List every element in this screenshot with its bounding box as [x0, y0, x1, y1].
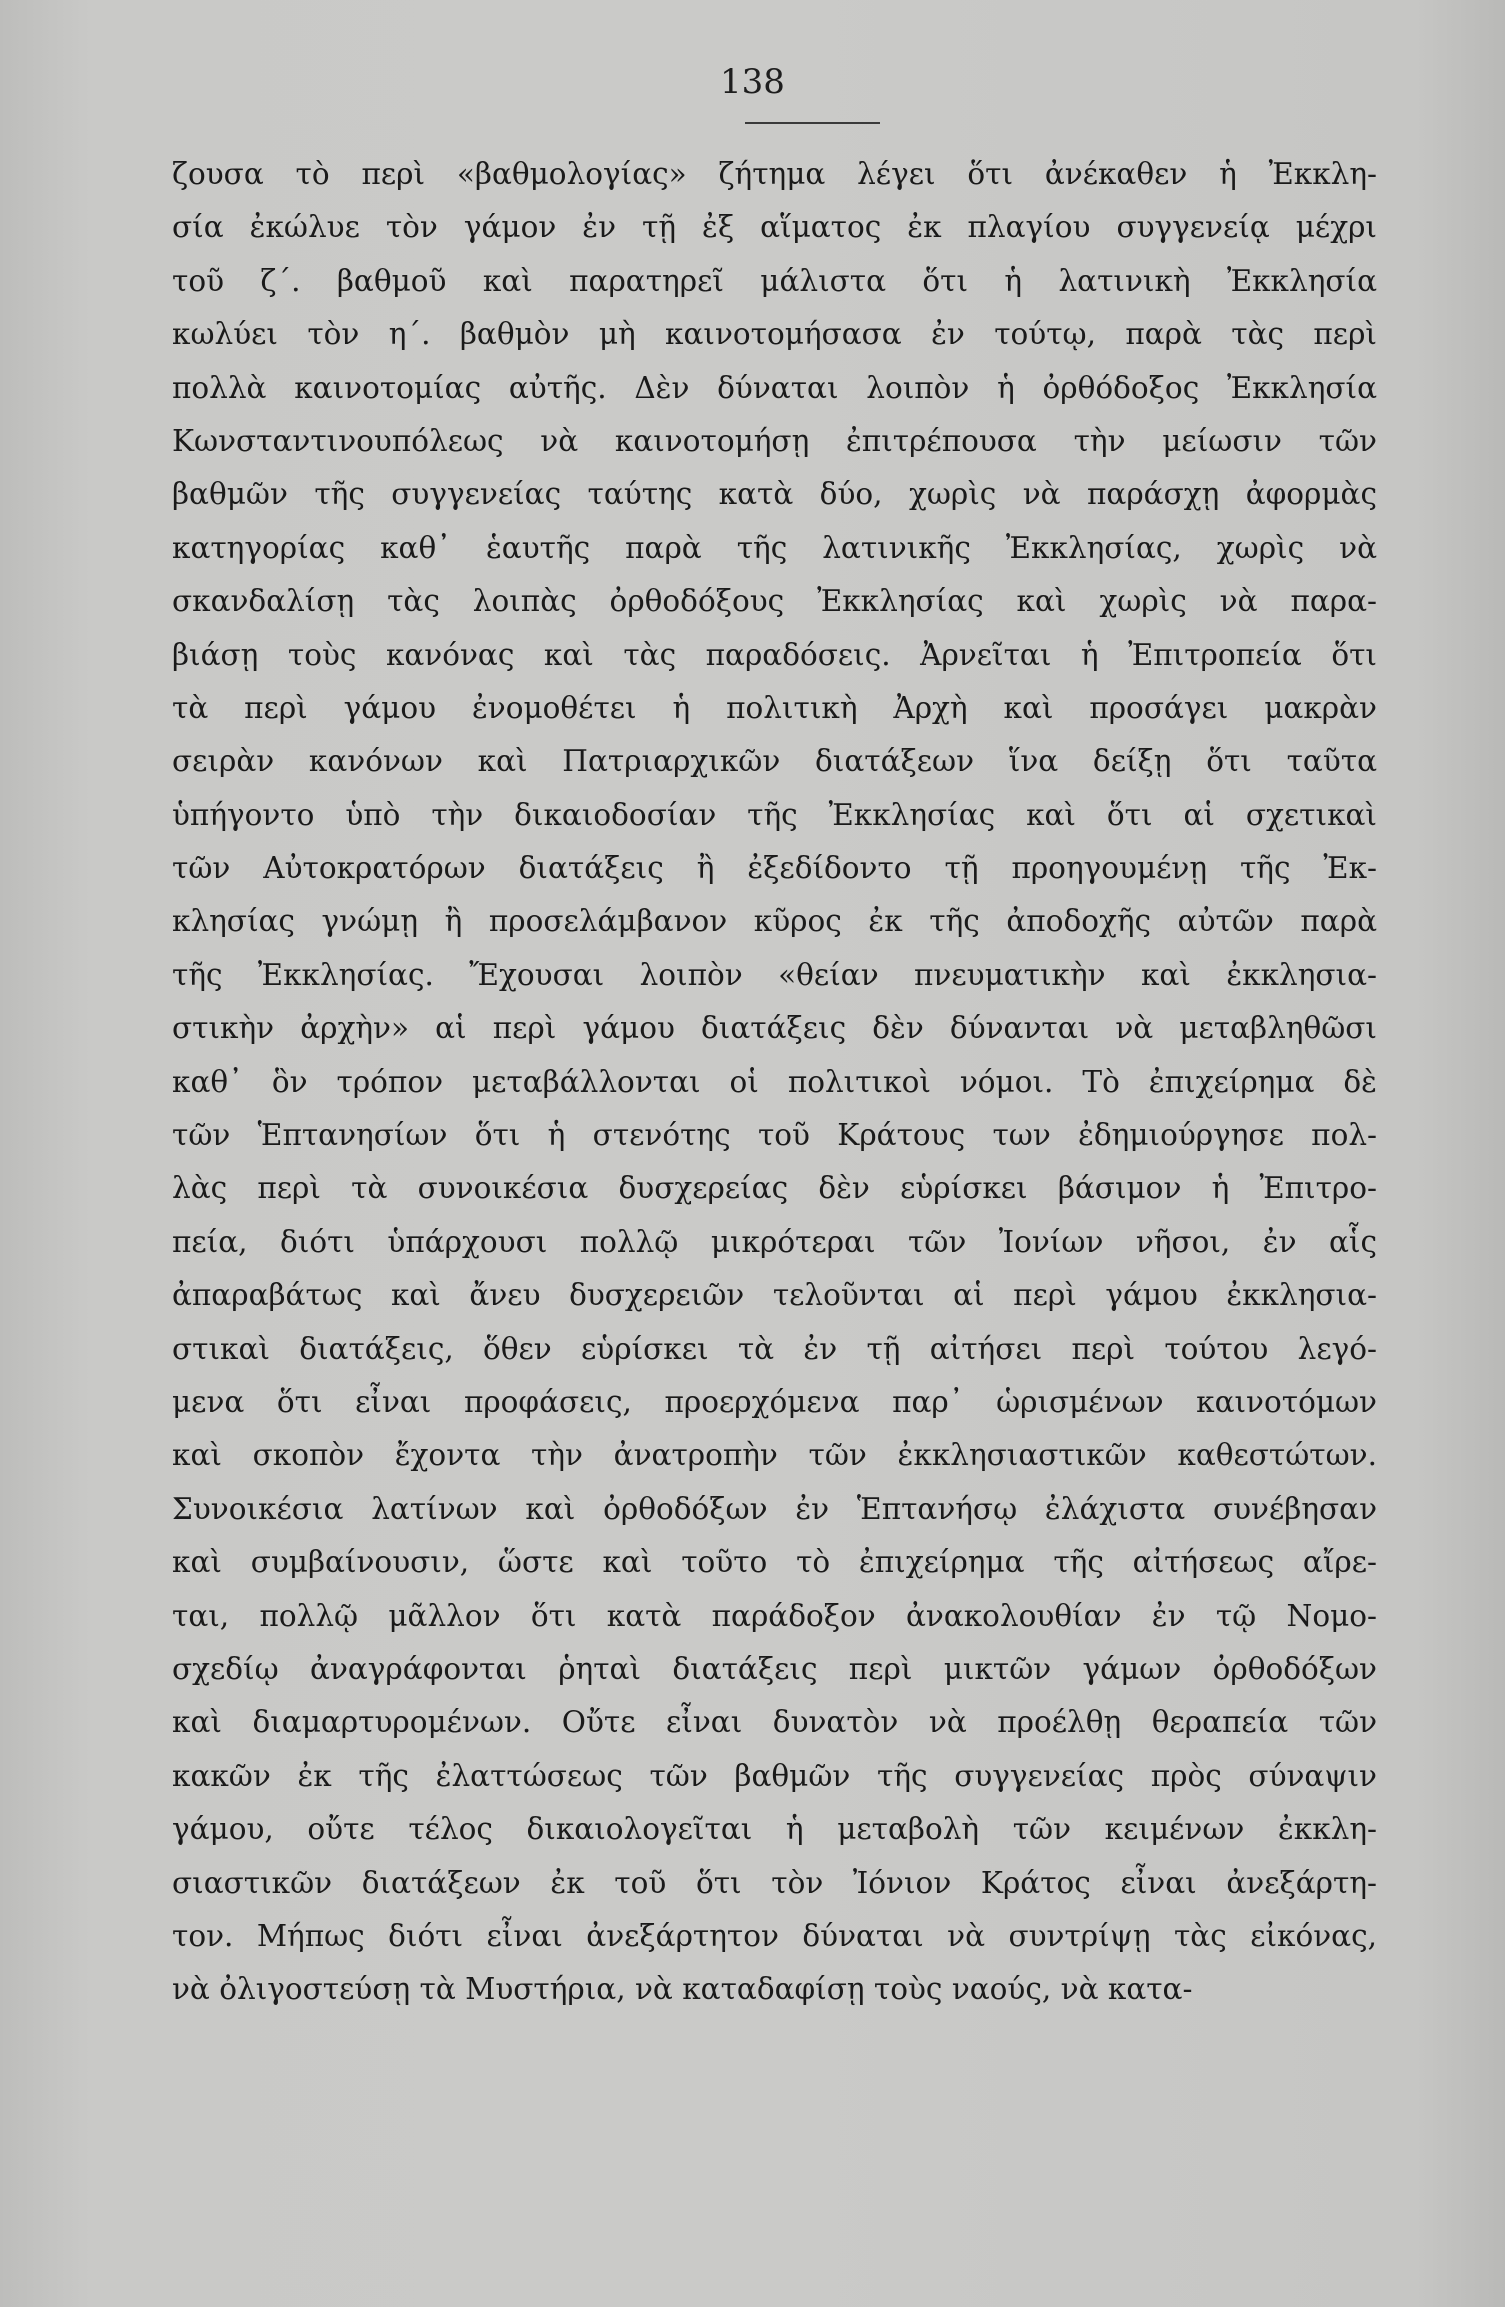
- text-line: τον. Μήπως διότι εἶναι ἀνεξάρτητον δύναται νὰ συντρίψῃ τὰς εἰκόνας,: [172, 1918, 1377, 1953]
- text-line: στικαὶ διατάξεις, ὅθεν εὑρίσκει τὰ ἐν τῇ αἰτήσει περὶ τούτου λεγό-: [172, 1331, 1377, 1366]
- text-line: τῆς Ἐκκλησίας. Ἔχουσαι λοιπὸν «θείαν πνευματικὴν καὶ ἐκκλησια-: [172, 957, 1377, 992]
- page-number: 138: [720, 62, 785, 102]
- text-line: πολλὰ καινοτομίας αὐτῆς. Δὲν δύναται λοιπὸν ἡ ὀρθόδοξος Ἐκκλησία: [172, 370, 1377, 405]
- text-line: βαθμῶν τῆς συγγενείας ταύτης κατὰ δύο, χωρὶς νὰ παράσχῃ ἀφορμὰς: [172, 477, 1377, 512]
- text-line: τὰ περὶ γάμου ἐνομοθέτει ἡ πολιτικὴ Ἀρχὴ καὶ προσάγει μακρὰν: [172, 690, 1377, 725]
- text-line: σειρὰν κανόνων καὶ Πατριαρχικῶν διατάξεων ἵνα δείξῃ ὅτι ταῦτα: [172, 744, 1377, 779]
- text-line: βιάσῃ τοὺς κανόνας καὶ τὰς παραδόσεις. Ἀρνεῖται ἡ Ἐπιτροπεία ὅτι: [172, 637, 1377, 672]
- text-line: τοῦ ζ΄. βαθμοῦ καὶ παρατηρεῖ μάλιστα ὅτι ἡ λατινικὴ Ἐκκλησία: [172, 263, 1377, 298]
- text-line: καθ᾽ ὃν τρόπον μεταβάλλονται οἱ πολιτικοὶ νόμοι. Τὸ ἐπιχείρημα δὲ: [172, 1064, 1377, 1099]
- text-line: τῶν Αὐτοκρατόρων διατάξεις ἢ ἐξεδίδοντο τῇ προηγουμένῃ τῆς Ἐκ-: [172, 851, 1377, 886]
- text-line: τῶν Ἑπτανησίων ὅτι ἡ στενότης τοῦ Κράτους των ἐδημιούργησε πολ-: [172, 1118, 1377, 1153]
- text-line: καὶ συμβαίνουσιν, ὥστε καὶ τοῦτο τὸ ἐπιχείρημα τῆς αἰτήσεως αἴρε-: [172, 1545, 1377, 1580]
- text-line: κωλύει τὸν η΄. βαθμὸν μὴ καινοτομήσασα ἐν τούτῳ, παρὰ τὰς περὶ: [172, 317, 1377, 352]
- text-line: ἀπαραβάτως καὶ ἄνευ δυσχερειῶν τελοῦνται αἱ περὶ γάμου ἐκκλησια-: [172, 1278, 1377, 1313]
- text-line: λὰς περὶ τὰ συνοικέσια δυσχερείας δὲν εὑρίσκει βάσιμον ἡ Ἐπιτρο-: [172, 1171, 1377, 1206]
- text-line: κατηγορίας καθ᾽ ἑαυτῆς παρὰ τῆς λατινικῆς Ἐκκλησίας, χωρὶς νὰ: [172, 530, 1377, 565]
- text-line: κακῶν ἐκ τῆς ἐλαττώσεως τῶν βαθμῶν τῆς συγγενείας πρὸς σύναψιν: [172, 1758, 1377, 1793]
- text-line: ὑπήγοντο ὑπὸ τὴν δικαιοδοσίαν τῆς Ἐκκλησίας καὶ ὅτι αἱ σχετικαὶ: [172, 797, 1377, 832]
- text-line: σκανδαλίσῃ τὰς λοιπὰς ὀρθοδόξους Ἐκκλησίας καὶ χωρὶς νὰ παρα-: [172, 584, 1377, 619]
- text-line: νὰ ὀλιγοστεύσῃ τὰ Μυστήρια, νὰ καταδαφίσῃ τοὺς ναούς, νὰ κατα-: [172, 1972, 1193, 2007]
- text-line: καὶ σκοπὸν ἔχοντα τὴν ἀνατροπὴν τῶν ἐκκλησιαστικῶν καθεστώτων.: [172, 1438, 1377, 1473]
- text-line: μενα ὅτι εἶναι προφάσεις, προερχόμενα παρ᾽ ὡρισμένων καινοτόμων: [172, 1384, 1377, 1419]
- text-line: ζουσα τὸ περὶ «βαθμολογίας» ζήτημα λέγει ὅτι ἀνέκαθεν ἡ Ἐκκλη-: [172, 157, 1377, 191]
- header-rule: [745, 122, 880, 124]
- text-line: Συνοικέσια λατίνων καὶ ὀρθοδόξων ἐν Ἑπτανήσῳ ἐλάχιστα συνέβησαν: [172, 1491, 1377, 1526]
- text-line: σιαστικῶν διατάξεων ἐκ τοῦ ὅτι τὸν Ἰόνιον Κράτος εἶναι ἀνεξάρτη-: [172, 1865, 1377, 1900]
- text-line: πεία, διότι ὑπάρχουσι πολλῷ μικρότεραι τῶν Ἰονίων νῆσοι, ἐν αἷς: [172, 1224, 1377, 1259]
- text-line: ται, πολλῷ μᾶλλον ὅτι κατὰ παράδοξον ἀνακολουθίαν ἐν τῷ Νομο-: [172, 1598, 1377, 1633]
- text-line: σχεδίῳ ἀναγράφονται ῥηταὶ διατάξεις περὶ μικτῶν γάμων ὀρθοδόξων: [172, 1651, 1377, 1686]
- text-line: γάμου, οὔτε τέλος δικαιολογεῖται ἡ μεταβολὴ τῶν κειμένων ἐκκλη-: [172, 1812, 1377, 1847]
- text-line: Κωνσταντινουπόλεως νὰ καινοτομήσῃ ἐπιτρέπουσα τὴν μείωσιν τῶν: [172, 423, 1377, 458]
- text-line: στικὴν ἀρχὴν» αἱ περὶ γάμου διατάξεις δὲν δύνανται νὰ μεταβληθῶσι: [172, 1011, 1377, 1046]
- text-line: κλησίας γνώμῃ ἢ προσελάμβανον κῦρος ἐκ τῆς ἀποδοχῆς αὐτῶν παρὰ: [172, 904, 1377, 939]
- text-line: καὶ διαμαρτυρομένων. Οὔτε εἶναι δυνατὸν νὰ προέλθῃ θεραπεία τῶν: [172, 1705, 1377, 1740]
- text-line: σία ἐκώλυε τὸν γάμον ἐν τῇ ἐξ αἵματος ἐκ πλαγίου συγγενείᾳ μέχρι: [172, 210, 1377, 245]
- body-text: [172, 148, 1377, 2017]
